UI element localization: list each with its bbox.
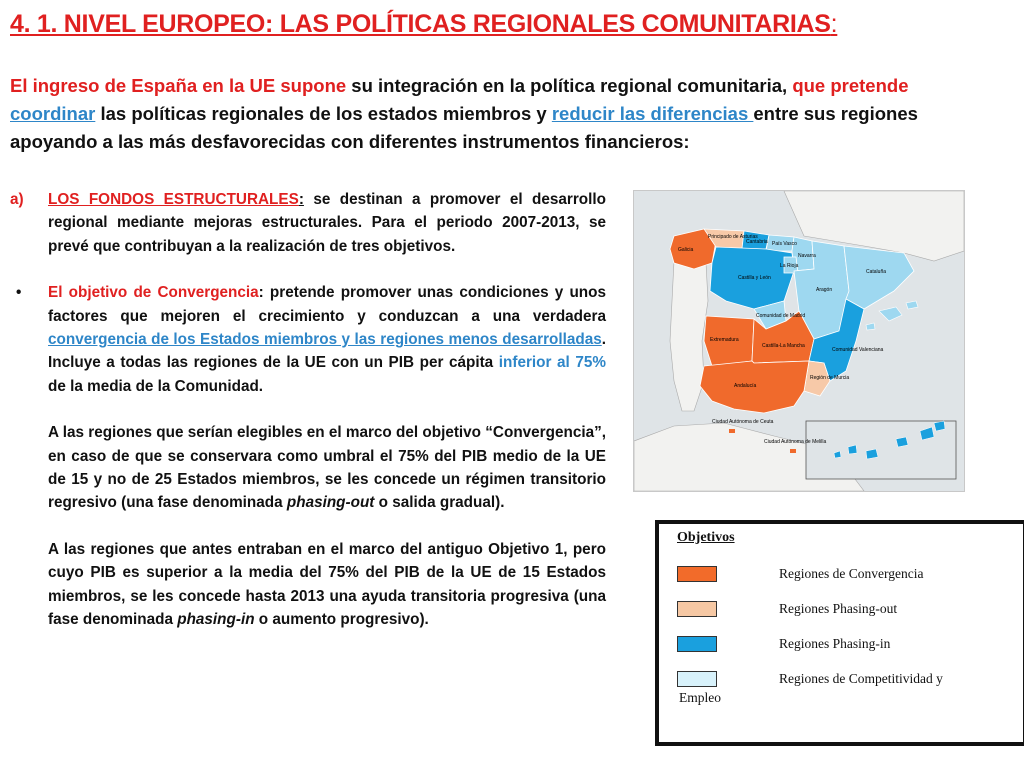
map-label-madrid: Comunidad de Madrid xyxy=(756,313,806,319)
legend-swatch xyxy=(677,671,717,687)
legend-swatch xyxy=(677,601,717,617)
convergencia-link: convergencia de los Estados miembros y las regiones menos desarrolladas xyxy=(48,331,602,349)
map-label-pais-vasco: País Vasco xyxy=(772,241,797,247)
map-label-andalucia: Andalucía xyxy=(734,383,757,389)
intro-link-coordinar: coordinar xyxy=(10,103,96,124)
legend-title: Objetivos xyxy=(677,530,735,545)
map-label-rioja: La Rioja xyxy=(780,263,799,269)
map-label-cantabria: Cantabria xyxy=(746,239,768,245)
spain-map-svg xyxy=(634,191,964,491)
list-item-fondos: a) LOS FONDOS ESTRUCTURALES: se destinan a promover el desarrollo regional mediante mejoras estructurales. Para el periodo 2007-2013, se prevé que contribuyan a la realización de tres objetivos. xyxy=(10,191,606,255)
threshold-highlight: inferior al 75% xyxy=(498,354,606,372)
region-melilla xyxy=(790,449,796,453)
map-label-navarra: Navarra xyxy=(798,253,816,259)
legend-item-phasing-in: Regiones Phasing-in xyxy=(677,634,890,654)
map-label-extremadura: Extremadura xyxy=(710,337,739,343)
map-label-galicia: Galicia xyxy=(678,247,694,253)
legend-item-competitividad: Regiones de Competitividad y xyxy=(677,669,943,689)
map-legend xyxy=(655,520,1024,746)
page-title: 4. 1. NIVEL EUROPEO: LAS POLÍTICAS REGIONALES COMUNITARIAS: xyxy=(10,10,838,38)
map-label-aragon: Aragón xyxy=(816,287,833,293)
paragraph-phasing-out: A las regiones que serían elegibles en el marco del objetivo “Convergencia”, en caso de que se conservara como umbral el 75% del PIB medio de la UE de 15 y no de 25 Estados miembros, se les concede un régimen transitorio regresivo (una fase denominada phasing-out o salida gradual). xyxy=(48,424,606,512)
canary-inset xyxy=(806,421,956,479)
map-label-ceuta: Ciudad Autónoma de Ceuta xyxy=(712,419,774,425)
paragraph-phasing-in: A las regiones que antes entraban en el marco del antiguo Objetivo 1, pero cuyo PIB es superior a la media del 75% del PIB de la UE de 15 Estados miembros, se les concede hasta 2013 una ayuda transitoria progresiva (una fase denominada phasing-in o aumento progresivo). xyxy=(48,540,606,629)
intro-link-reducir: reducir las diferencias xyxy=(551,103,754,124)
fondos-term: LOS FONDOS ESTRUCTURALES xyxy=(48,191,299,208)
legend-item-phasing-out: Regiones Phasing-out xyxy=(677,599,897,619)
legend-item-convergencia: Regiones de Convergencia xyxy=(677,564,923,584)
map-label-castilla-mancha: Castilla-La Mancha xyxy=(762,343,805,349)
map-label-murcia: Región de Murcia xyxy=(810,375,850,381)
legend-swatch xyxy=(677,636,717,652)
region-ceuta xyxy=(729,429,735,433)
list-item-convergencia: • El objetivo de Convergencia: pretende promover unas condiciones y unos factores que mejoren el crecimiento y conduzcan a una verdadera convergencia de los Estados miembros y las regiones menos desarrolladas. Incluye a todas las regiones de la UE con un PIB per cápita inferior al 75% de la media de la Comunidad. xyxy=(16,284,606,395)
regional-map xyxy=(633,190,965,492)
convergencia-term: El objetivo de Convergencia xyxy=(48,284,259,302)
intro-paragraph: El ingreso de España en la UE supone su integración en la política regional comunitaria, que pretende coordinar las políticas regionales de los estados miembros y reducir las diferencias entre sus regiones apoyando a las más desfavorecidas con diferentes instrumentos financieros: xyxy=(10,75,918,152)
map-label-cataluna: Cataluña xyxy=(866,269,887,275)
map-label-asturias: Principado de Asturias xyxy=(708,234,758,240)
map-label-valencia: Comunidad Valenciana xyxy=(832,347,884,353)
map-label-melilla: Ciudad Autónoma de Melilla xyxy=(764,439,827,445)
legend-item-competitividad-tail: Empleo xyxy=(679,690,721,705)
legend-swatch xyxy=(677,566,717,582)
map-label-castilla-leon: Castilla y León xyxy=(738,275,771,281)
body-column xyxy=(10,188,606,632)
